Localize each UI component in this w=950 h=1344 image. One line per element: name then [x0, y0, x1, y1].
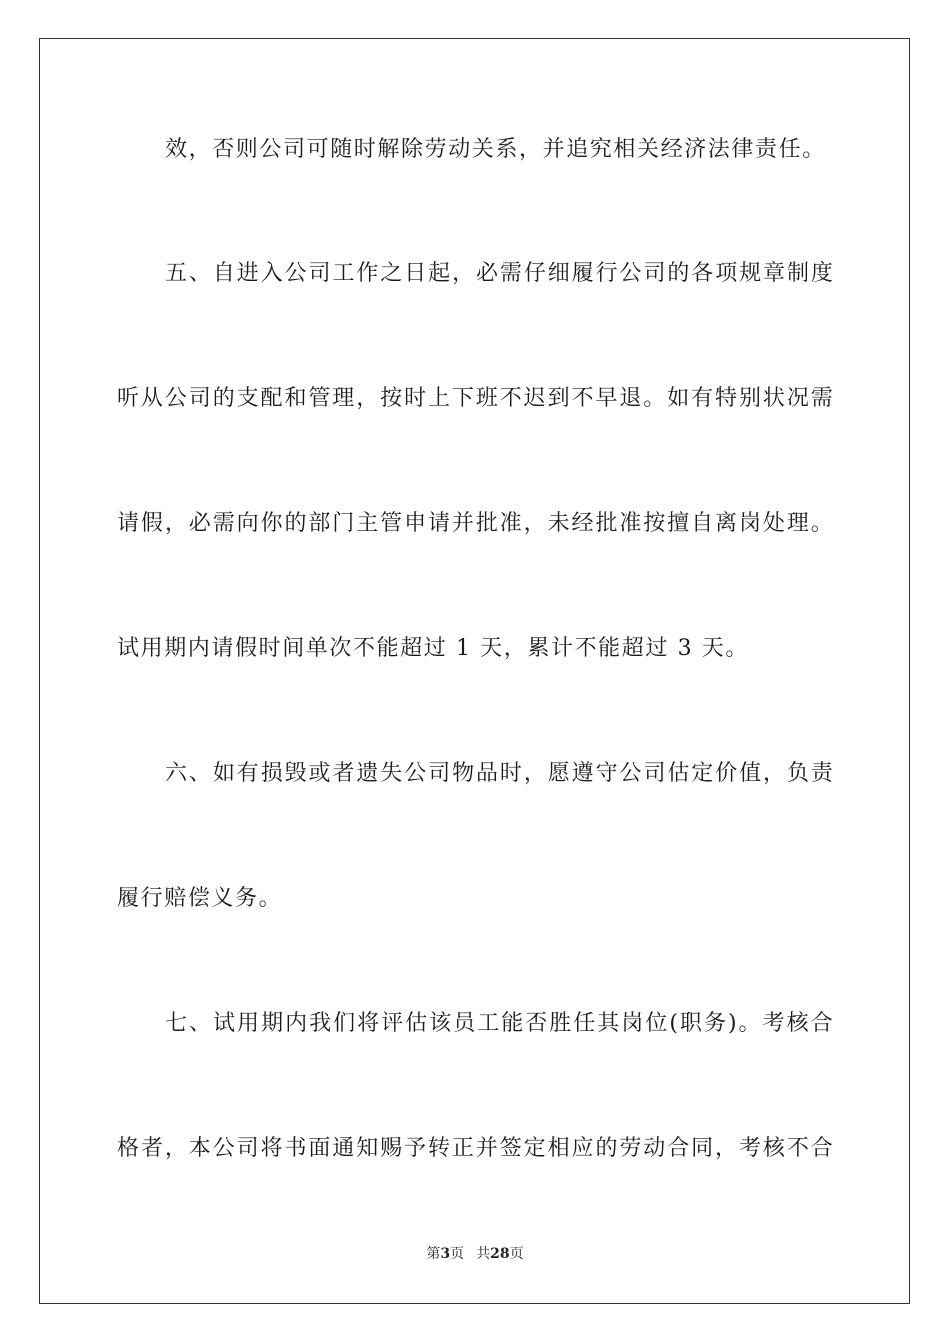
footer-page-suffix: 页 — [450, 1246, 465, 1262]
body-line-4: 请 假 ， 必 需 向 你 的 部 门 主 管 申 请 并 批 准 ， 未 经 批 准 按 擅 自 离 岗 处 理 。 — [117, 511, 833, 536]
page-border — [39, 38, 910, 1304]
body-line-8: 七 、 试 用 期 内 我 们 将 评 估 该 员 工 能 否 胜 任 其 岗 位 ( 职 务 ) 。 考 核 合 — [165, 1011, 833, 1036]
body-line-2: 五 、 自 进 入 公 司 工 作 之 日 起 ， 必 需 仔 细 履 行 公 司 的 各 项 规 章 制 度 — [165, 261, 833, 286]
body-line-5: 试用期内请假时间单次不能超过 1 天，累计不能超过 3 天。 — [117, 636, 749, 661]
body-line-1: 效，否则公司可随时解除劳动关系，并追究相关经济法律责任。 — [165, 137, 826, 162]
footer-page-prefix: 第 — [426, 1246, 441, 1262]
body-line-3: 听 从 公 司 的 支 配 和 管 理 ， 按 时 上 下 班 不 迟 到 不 早 退 。 如 有 特 别 状 况 需 — [117, 386, 833, 411]
footer-page-number: 3 — [440, 1246, 451, 1262]
body-line-6: 六 、 如 有 损 毁 或 者 遗 失 公 司 物 品 时 ， 愿 遵 守 公 司 估 定 价 值 ， 负 责 — [165, 761, 833, 786]
footer-total-pages: 28 — [490, 1246, 510, 1262]
footer-total-suffix: 页 — [509, 1246, 524, 1262]
body-line-7: 履行赔偿义务。 — [117, 886, 283, 911]
page-footer — [0, 1245, 950, 1263]
footer-total-prefix: 共 — [476, 1246, 491, 1262]
body-line-9: 格 者 ， 本 公 司 将 书 面 通 知 赐 予 转 正 并 签 定 相 应 的 劳 动 合 同 ， 考 核 不 合 — [117, 1136, 833, 1161]
